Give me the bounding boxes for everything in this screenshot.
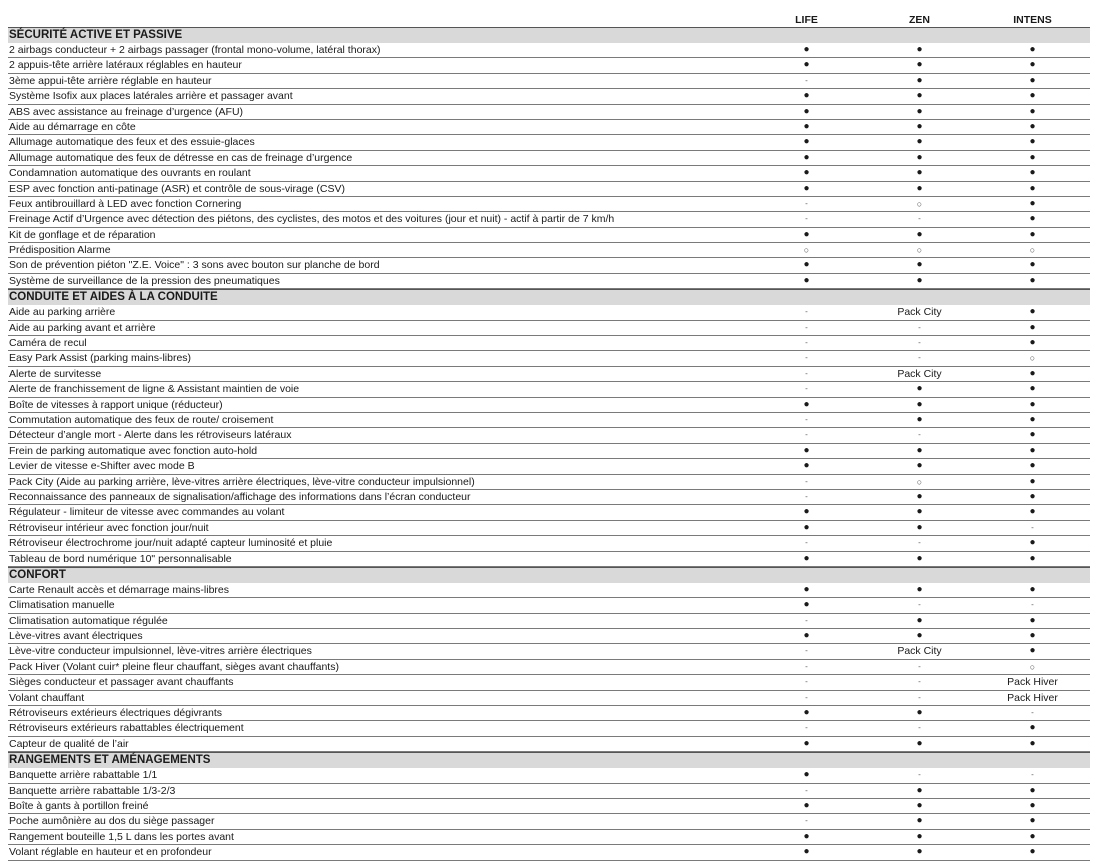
cell-intens: Pack Hiver: [1007, 691, 1058, 704]
cell-life: ●: [803, 444, 810, 456]
cell-intens: ●: [1029, 630, 1036, 642]
table-row: [8, 845, 1090, 860]
cell-zen: -: [918, 600, 921, 610]
cell-life: ●: [803, 521, 810, 533]
cell-zen: ●: [916, 521, 923, 533]
cell-intens: ○: [1029, 353, 1036, 364]
table-row: [8, 367, 1090, 382]
cell-intens: ●: [1029, 537, 1036, 549]
cell-intens: ●: [1029, 383, 1036, 395]
cell-life: -: [805, 785, 808, 795]
cell-life: -: [805, 75, 808, 85]
cell-zen: Pack City: [897, 645, 942, 658]
row-label: Sièges conducteur et passager avant chauffants: [9, 676, 234, 689]
cell-intens: ●: [1029, 90, 1036, 102]
cell-intens: ●: [1029, 490, 1036, 502]
cell-zen: -: [918, 677, 921, 687]
cell-zen: ●: [916, 120, 923, 132]
table-row: [8, 814, 1090, 829]
cell-zen: Pack City: [897, 306, 942, 319]
row-label: Rétroviseurs extérieurs rabattables électriquement: [9, 722, 244, 735]
table-row: [8, 398, 1090, 413]
table-row: [8, 830, 1090, 845]
cell-zen: ○: [916, 245, 923, 256]
cell-intens: ●: [1029, 475, 1036, 487]
cell-zen: ●: [916, 59, 923, 71]
cell-intens: ●: [1029, 120, 1036, 132]
cell-intens: ●: [1029, 59, 1036, 71]
cell-zen: ●: [916, 830, 923, 842]
table-row: [8, 768, 1090, 783]
column-header-zen: ZEN: [909, 14, 930, 26]
cell-intens: ●: [1029, 306, 1036, 318]
cell-zen: ●: [916, 737, 923, 749]
table-row: [8, 428, 1090, 443]
row-label: Système de surveillance de la pression des pneumatiques: [9, 274, 280, 287]
row-label: Rétroviseur intérieur avec fonction jour/nuit: [9, 521, 209, 534]
cell-intens: ●: [1029, 815, 1036, 827]
row-label: Rétroviseurs extérieurs électriques dégivrants: [9, 707, 223, 720]
table-row: [8, 212, 1090, 227]
cell-life: -: [805, 384, 808, 394]
cell-life: -: [805, 646, 808, 656]
row-label: 3ème appui-tête arrière réglable en hauteur: [9, 74, 212, 87]
cell-life: ●: [803, 830, 810, 842]
cell-intens: ●: [1029, 429, 1036, 441]
cell-zen: ●: [916, 583, 923, 595]
cell-life: ●: [803, 120, 810, 132]
cell-intens: ●: [1029, 460, 1036, 472]
cell-zen: -: [918, 430, 921, 440]
row-label: Freinage Actif d’Urgence avec détection des piétons, des cyclistes, des motos et des voitures (jour et nuit) - actif à partir de 7 km/h: [9, 213, 615, 226]
cell-life: -: [805, 661, 808, 671]
cell-zen: ●: [916, 398, 923, 410]
cell-zen: ●: [916, 460, 923, 472]
cell-zen: ●: [916, 799, 923, 811]
cell-intens: ●: [1029, 614, 1036, 626]
row-label: Banquette arrière rabattable 1/1: [9, 769, 158, 782]
table-row: [8, 444, 1090, 459]
cell-intens: ●: [1029, 367, 1036, 379]
cell-intens: ●: [1029, 737, 1036, 749]
row-label: Alerte de survitesse: [9, 367, 102, 380]
row-label: Tableau de bord numérique 10" personnalisable: [9, 552, 232, 565]
table-row: [8, 305, 1090, 320]
table-row: [8, 598, 1090, 613]
row-label: 2 airbags conducteur + 2 airbags passager (frontal mono-volume, latéral thorax): [9, 44, 381, 56]
row-label: Volant réglable en hauteur et en profondeur: [9, 846, 212, 859]
cell-life: ●: [803, 583, 810, 595]
table-row: [8, 182, 1090, 197]
table-row: [8, 382, 1090, 397]
cell-life: ●: [803, 799, 810, 811]
cell-life: -: [805, 430, 808, 440]
cell-zen: ●: [916, 90, 923, 102]
row-label: Commutation automatique des feux de route/ croisement: [9, 413, 274, 426]
table-row: [8, 413, 1090, 428]
equipment-table: [8, 12, 1090, 861]
row-label: Aide au parking avant et arrière: [9, 321, 156, 334]
row-label: Caméra de recul: [9, 337, 87, 350]
cell-life: ●: [803, 182, 810, 194]
cell-zen: ●: [916, 815, 923, 827]
cell-intens: -: [1031, 600, 1034, 610]
column-header-intens: INTENS: [1013, 14, 1052, 26]
cell-life: ●: [803, 460, 810, 472]
table-row: [8, 243, 1090, 258]
cell-life: -: [805, 414, 808, 424]
cell-intens: -: [1031, 708, 1034, 718]
cell-intens: ●: [1029, 44, 1036, 55]
cell-life: -: [805, 214, 808, 224]
table-row: [8, 475, 1090, 490]
cell-intens: ●: [1029, 722, 1036, 734]
table-row: [8, 321, 1090, 336]
table-row: [8, 721, 1090, 736]
table-row: [8, 120, 1090, 135]
row-label: ESP avec fonction anti-patinage (ASR) et contrôle de sous-virage (CSV): [9, 182, 345, 195]
cell-life: -: [805, 368, 808, 378]
cell-intens: ●: [1029, 167, 1036, 179]
row-label: Lève-vitre conducteur impulsionnel, lève-vitres arrière électriques: [9, 645, 312, 658]
cell-intens: ●: [1029, 645, 1036, 657]
cell-intens: ●: [1029, 337, 1036, 349]
table-row: [8, 258, 1090, 273]
cell-life: -: [805, 198, 808, 208]
table-row: [8, 351, 1090, 366]
cell-intens: ●: [1029, 74, 1036, 86]
cell-life: ●: [803, 630, 810, 642]
row-label: Rétroviseur électrochrome jour/nuit adapté capteur luminosité et pluie: [9, 537, 333, 550]
cell-intens: ●: [1029, 583, 1036, 595]
table-body: [8, 27, 1090, 861]
table-row: [8, 151, 1090, 166]
cell-intens: ●: [1029, 151, 1036, 163]
cell-life: ●: [803, 259, 810, 271]
cell-zen: ●: [916, 105, 923, 117]
row-label: Pack Hiver (Volant cuir* pleine fleur chauffant, sièges avant chauffants): [9, 660, 339, 673]
table-row: [8, 536, 1090, 551]
table-row: [8, 490, 1090, 505]
cell-zen: ●: [916, 182, 923, 194]
cell-zen: -: [918, 661, 921, 671]
row-label: Prédisposition Alarme: [9, 244, 111, 257]
cell-intens: Pack Hiver: [1007, 676, 1058, 689]
cell-zen: -: [918, 770, 921, 780]
table-row: [8, 336, 1090, 351]
row-label: Climatisation manuelle: [9, 599, 115, 612]
table-row: [8, 552, 1090, 567]
row-label: Kit de gonflage et de réparation: [9, 228, 156, 241]
cell-life: ●: [803, 846, 810, 858]
cell-life: -: [805, 723, 808, 733]
cell-zen: ●: [916, 228, 923, 240]
cell-intens: ●: [1029, 506, 1036, 518]
cell-zen: Pack City: [897, 367, 942, 380]
table-row: [8, 274, 1090, 289]
cell-life: -: [805, 476, 808, 486]
cell-zen: ●: [916, 74, 923, 86]
cell-zen: ●: [916, 167, 923, 179]
row-label: Reconnaissance des panneaux de signalisation/affichage des informations dans l’écran conducteur: [9, 490, 471, 503]
cell-zen: ●: [916, 151, 923, 163]
cell-intens: ●: [1029, 259, 1036, 271]
row-label: Pack City (Aide au parking arrière, lève-vitres arrière électriques, lève-vitre conducteur impulsionnel): [9, 475, 475, 488]
section-header: CONFORT: [8, 567, 1090, 583]
cell-life: -: [805, 677, 808, 687]
cell-zen: ●: [916, 552, 923, 564]
row-label: Levier de vitesse e-Shifter avec mode B: [9, 460, 195, 473]
row-label: Régulateur - limiteur de vitesse avec commandes au volant: [9, 506, 285, 519]
cell-zen: ●: [916, 136, 923, 148]
row-label: Allumage automatique des feux de détresse en cas de freinage d’urgence: [9, 151, 353, 164]
cell-intens: -: [1031, 522, 1034, 532]
cell-life: ●: [803, 552, 810, 564]
row-label: Feux antibrouillard à LED avec fonction Cornering: [9, 197, 242, 210]
cell-life: ●: [803, 136, 810, 148]
cell-intens: ●: [1029, 413, 1036, 425]
cell-intens: ●: [1029, 830, 1036, 842]
section-header: SÉCURITÉ ACTIVE ET PASSIVE: [8, 27, 1090, 43]
row-label: Banquette arrière rabattable 1/3-2/3: [9, 784, 176, 797]
table-row: [8, 691, 1090, 706]
cell-life: -: [805, 615, 808, 625]
cell-life: ●: [803, 105, 810, 117]
cell-intens: ●: [1029, 784, 1036, 796]
table-row: [8, 74, 1090, 89]
cell-zen: ●: [916, 707, 923, 719]
column-header-row: [8, 12, 1090, 27]
cell-zen: ●: [916, 44, 923, 55]
cell-life: -: [805, 353, 808, 363]
cell-zen: ●: [916, 846, 923, 858]
cell-intens: ●: [1029, 274, 1036, 286]
table-row: [8, 675, 1090, 690]
cell-zen: ○: [916, 198, 923, 209]
cell-zen: -: [918, 214, 921, 224]
cell-life: ○: [803, 245, 810, 256]
row-label: Allumage automatique des feux et des essuie-glaces: [9, 136, 255, 149]
cell-intens: ●: [1029, 846, 1036, 858]
cell-intens: ●: [1029, 182, 1036, 194]
row-label: Lève-vitres avant électriques: [9, 630, 143, 643]
row-label: 2 appuis-tête arrière latéraux réglables en hauteur: [9, 59, 242, 72]
table-row: [8, 89, 1090, 104]
cell-life: -: [805, 538, 808, 548]
row-label: Frein de parking automatique avec fonction auto-hold: [9, 444, 258, 457]
cell-zen: ●: [916, 259, 923, 271]
section-header: CONDUITE ET AIDES À LA CONDUITE: [8, 289, 1090, 305]
table-row: [8, 737, 1090, 752]
table-row: [8, 784, 1090, 799]
cell-zen: ○: [916, 476, 923, 487]
cell-zen: ●: [916, 413, 923, 425]
cell-intens: ○: [1029, 245, 1036, 256]
cell-intens: ●: [1029, 799, 1036, 811]
row-label: Capteur de qualité de l’air: [9, 737, 129, 750]
table-row: [8, 166, 1090, 181]
table-row: [8, 644, 1090, 659]
cell-life: -: [805, 692, 808, 702]
table-row: [8, 660, 1090, 675]
table-row: [8, 799, 1090, 814]
table-row: [8, 614, 1090, 629]
cell-intens: -: [1031, 770, 1034, 780]
table-row: [8, 706, 1090, 721]
row-label: Poche aumônière au dos du siège passager: [9, 815, 215, 828]
cell-life: -: [805, 338, 808, 348]
cell-life: ●: [803, 274, 810, 286]
cell-life: ●: [803, 90, 810, 102]
table-row: [8, 228, 1090, 243]
row-label: Condamnation automatique des ouvrants en roulant: [9, 167, 251, 180]
cell-life: ●: [803, 167, 810, 179]
table-row: [8, 197, 1090, 212]
cell-life: ●: [803, 228, 810, 240]
section-header: RANGEMENTS ET AMÉNAGEMENTS: [8, 752, 1090, 768]
table-row: [8, 629, 1090, 644]
table-row: [8, 43, 1090, 58]
cell-life: ●: [803, 506, 810, 518]
cell-life: -: [805, 307, 808, 317]
cell-zen: ●: [916, 630, 923, 642]
cell-life: -: [805, 322, 808, 332]
row-label: Rangement bouteille 1,5 L dans les portes avant: [9, 830, 234, 843]
cell-zen: -: [918, 322, 921, 332]
cell-intens: ●: [1029, 321, 1036, 333]
table-row: [8, 521, 1090, 536]
cell-zen: ●: [916, 506, 923, 518]
cell-intens: ○: [1029, 661, 1036, 672]
cell-intens: ●: [1029, 136, 1036, 148]
cell-intens: ●: [1029, 197, 1036, 209]
cell-zen: -: [918, 723, 921, 733]
row-label: ABS avec assistance au freinage d’urgence (AFU): [9, 105, 244, 118]
cell-intens: ●: [1029, 552, 1036, 564]
cell-zen: ●: [916, 274, 923, 286]
cell-intens: ●: [1029, 228, 1036, 240]
row-label: Son de prévention piéton "Z.E. Voice" : 3 sons avec bouton sur planche de bord: [9, 259, 380, 272]
cell-zen: ●: [916, 490, 923, 502]
table-row: [8, 135, 1090, 150]
cell-life: ●: [803, 599, 810, 611]
cell-zen: ●: [916, 383, 923, 395]
row-label: Aide au parking arrière: [9, 306, 116, 319]
cell-life: -: [805, 816, 808, 826]
cell-zen: -: [918, 338, 921, 348]
cell-life: ●: [803, 151, 810, 163]
cell-life: ●: [803, 737, 810, 749]
cell-zen: -: [918, 353, 921, 363]
row-label: Volant chauffant: [9, 691, 85, 704]
cell-life: ●: [803, 44, 810, 55]
cell-zen: ●: [916, 614, 923, 626]
cell-life: ●: [803, 59, 810, 71]
cell-intens: ●: [1029, 398, 1036, 410]
table-row: [8, 459, 1090, 474]
cell-life: -: [805, 491, 808, 501]
row-label: Climatisation automatique régulée: [9, 614, 168, 627]
cell-life: ●: [803, 707, 810, 719]
cell-intens: ●: [1029, 105, 1036, 117]
cell-intens: ●: [1029, 213, 1036, 225]
row-label: Aide au démarrage en côte: [9, 120, 136, 133]
cell-zen: ●: [916, 784, 923, 796]
table-row: [8, 505, 1090, 520]
row-label: Boîte à gants à portillon freiné: [9, 799, 149, 812]
cell-zen: -: [918, 692, 921, 702]
row-label: Détecteur d’angle mort - Alerte dans les rétroviseurs latéraux: [9, 429, 292, 442]
row-label: Carte Renault accès et démarrage mains-libres: [9, 583, 230, 596]
cell-zen: -: [918, 538, 921, 548]
cell-life: ●: [803, 398, 810, 410]
table-row: [8, 58, 1090, 73]
cell-zen: ●: [916, 444, 923, 456]
row-label: Easy Park Assist (parking mains-libres): [9, 352, 192, 365]
row-label: Boîte de vitesses à rapport unique (réducteur): [9, 398, 223, 411]
cell-intens: ●: [1029, 444, 1036, 456]
table-row: [8, 105, 1090, 120]
table-row: [8, 583, 1090, 598]
column-header-life: LIFE: [795, 14, 818, 26]
row-label: Système Isofix aux places latérales arrière et passager avant: [9, 90, 293, 103]
cell-life: ●: [803, 769, 810, 781]
row-label: Alerte de franchissement de ligne & Assistant maintien de voie: [9, 383, 300, 396]
